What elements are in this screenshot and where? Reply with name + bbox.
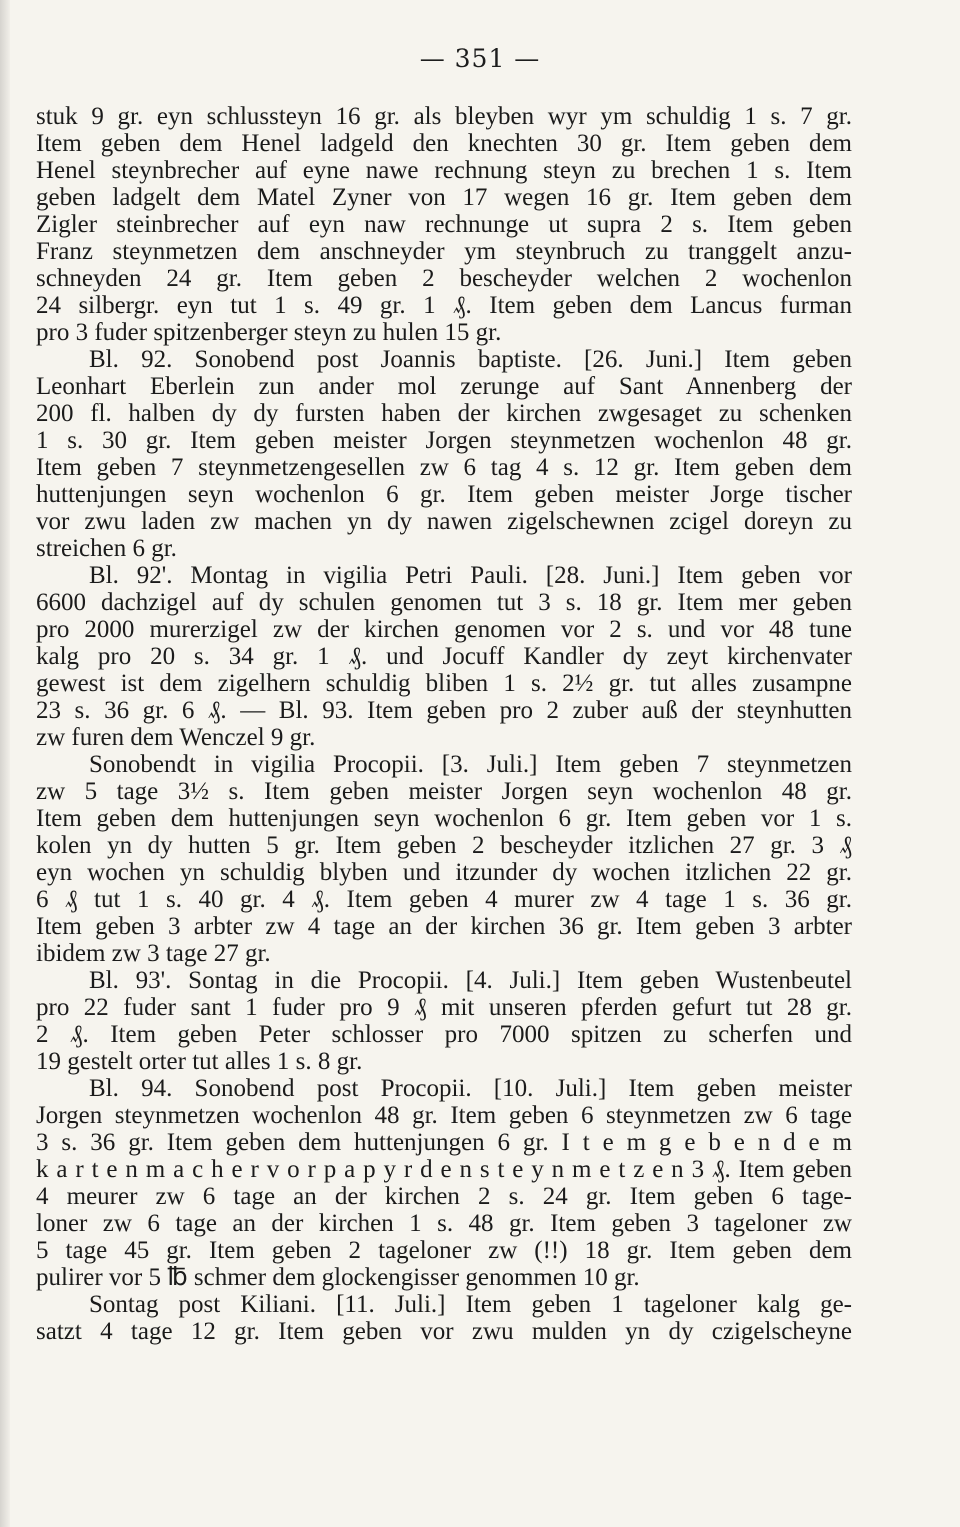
body-text xyxy=(36,103,852,1345)
text-line: eyn wochen yn schuldig blyben und itzunder dy wochen itzlichen 22 gr. xyxy=(36,859,852,886)
text-line: 19 gestelt orter tut alles 1 s. 8 gr. xyxy=(36,1048,363,1075)
text-line: satzt 4 tage 12 gr. Item geben vor zwu mulden yn dy czigelscheyne xyxy=(36,1318,852,1345)
text-line: Bl. 93'. Sontag in die Procopii. [4. Juli.] Item geben Wustenbeutel xyxy=(89,967,852,994)
text-line: 4 meurer zw 6 tage an der kirchen 2 s. 24 gr. Item geben 6 tage- xyxy=(36,1183,852,1210)
page-gutter-shadow xyxy=(0,0,10,1527)
text-line: 2 ₰. Item geben Peter schlosser pro 7000 spitzen zu scherfen und xyxy=(36,1021,852,1048)
text-line: pro 22 fuder sant 1 fuder pro 9 ₰ mit unseren pferden gefurt tut 28 gr. xyxy=(36,994,852,1021)
text-line: Jorgen steynmetzen wochenlon 48 gr. Item geben 6 steynmetzen zw 6 tage xyxy=(36,1102,852,1129)
text-line: pro 2000 murerzigel zw der kirchen genomen vor 2 s. und vor 48 tune xyxy=(36,616,852,643)
text-line: pulirer vor 5 ℔ schmer dem glockengisser genommen 10 gr. xyxy=(36,1264,640,1291)
text-line: Bl. 92'. Montag in vigilia Petri Pauli. [28. Juni.] Item geben vor xyxy=(89,562,852,589)
text-line: Henel steynbrecher auf eyne nawe rechnung steyn zu brechen 1 s. Item xyxy=(36,157,852,184)
text-line: loner zw 6 tage an der kirchen 1 s. 48 gr. Item geben 3 tageloner zw xyxy=(36,1210,852,1237)
text-line: 3 s. 36 gr. Item geben dem huttenjungen 6 gr. I t e m g e b e n d e m xyxy=(36,1129,852,1156)
text-line: Item geben dem Henel ladgeld den knechten 30 gr. Item geben dem xyxy=(36,130,852,157)
page-number: — 351 — xyxy=(419,44,541,73)
text-line: zw furen dem Wenczel 9 gr. xyxy=(36,724,316,751)
text-line: 6 ₰ tut 1 s. 40 gr. 4 ₰. Item geben 4 murer zw 4 tage 1 s. 36 gr. xyxy=(36,886,852,913)
text-line: huttenjungen seyn wochenlon 6 gr. Item geben meister Jorge tischer xyxy=(36,481,852,508)
text-line: Sontag post Kiliani. [11. Juli.] Item geben 1 tageloner kalg ge- xyxy=(89,1291,852,1318)
text-line: Bl. 94. Sonobend post Procopii. [10. Juli.] Item geben meister xyxy=(89,1075,852,1102)
text-line: kalg pro 20 s. 34 gr. 1 ₰. und Jocuff Kandler dy zeyt kirchenvater xyxy=(36,643,852,670)
text-line: 200 fl. halben dy dy fursten haben der kirchen zwgesaget zu schenken xyxy=(36,400,852,427)
text-line: Sonobendt in vigilia Procopii. [3. Juli.] Item geben 7 steynmetzen xyxy=(89,751,852,778)
text-line: 5 tage 45 gr. Item geben 2 tageloner zw (!!) 18 gr. Item geben dem xyxy=(36,1237,852,1264)
text-line: Bl. 92. Sonobend post Joannis baptiste. [26. Juni.] Item geben xyxy=(89,346,852,373)
text-line: schneyden 24 gr. Item geben 2 bescheyder welchen 2 wochenlon xyxy=(36,265,852,292)
text-line: Zigler steinbrecher auf eyn naw rechnunge ut supra 2 s. Item geben xyxy=(36,211,852,238)
text-line: Item geben dem huttenjungen seyn wochenlon 6 gr. Item geben vor 1 s. xyxy=(36,805,852,832)
text-line: Leonhart Eberlein zun ander mol zerunge auf Sant Annenberg der xyxy=(36,373,852,400)
text-line: 24 silbergr. eyn tut 1 s. 49 gr. 1 ₰. Item geben dem Lancus furman xyxy=(36,292,852,319)
text-line: ibidem zw 3 tage 27 gr. xyxy=(36,940,271,967)
text-line: Item geben 7 steynmetzengesellen zw 6 tag 4 s. 12 gr. Item geben dem xyxy=(36,454,852,481)
text-line: zw 5 tage 3½ s. Item geben meister Jorgen seyn wochenlon 48 gr. xyxy=(36,778,852,805)
text-line: pro 3 fuder spitzenberger steyn zu hulen 15 gr. xyxy=(36,319,502,346)
text-line: 23 s. 36 gr. 6 ₰. — Bl. 93. Item geben pro 2 zuber auß der steynhutten xyxy=(36,697,852,724)
text-line: k a r t e n m a c h e r v o r p a p y r d e n s t e y n m e t z e n 3 ₰. Item geben xyxy=(36,1156,852,1183)
text-line: geben ladgelt dem Matel Zyner von 17 wegen 16 gr. Item geben dem xyxy=(36,184,852,211)
text-line: streichen 6 gr. xyxy=(36,535,177,562)
text-line: kolen yn dy hutten 5 gr. Item geben 2 bescheyder itzlichen 27 gr. 3 ₰ xyxy=(36,832,852,859)
text-line: gewest ist dem zigelhern schuldig bliben 1 s. 2½ gr. tut alles zusampne xyxy=(36,670,852,697)
text-line: stuk 9 gr. eyn schlussteyn 16 gr. als bleyben wyr ym schuldig 1 s. 7 gr. xyxy=(36,103,852,130)
text-line: Franz steynmetzen dem anschneyder ym steynbruch zu tranggelt anzu- xyxy=(36,238,852,265)
text-line: vor zwu laden zw machen yn dy nawen zigelschewnen zcigel doreyn zu xyxy=(36,508,852,535)
text-line: 6600 dachzigel auf dy schulen genomen tut 3 s. 18 gr. Item mer geben xyxy=(36,589,852,616)
text-line: 1 s. 30 gr. Item geben meister Jorgen steynmetzen wochenlon 48 gr. xyxy=(36,427,852,454)
text-line: Item geben 3 arbter zw 4 tage an der kirchen 36 gr. Item geben 3 arbter xyxy=(36,913,852,940)
